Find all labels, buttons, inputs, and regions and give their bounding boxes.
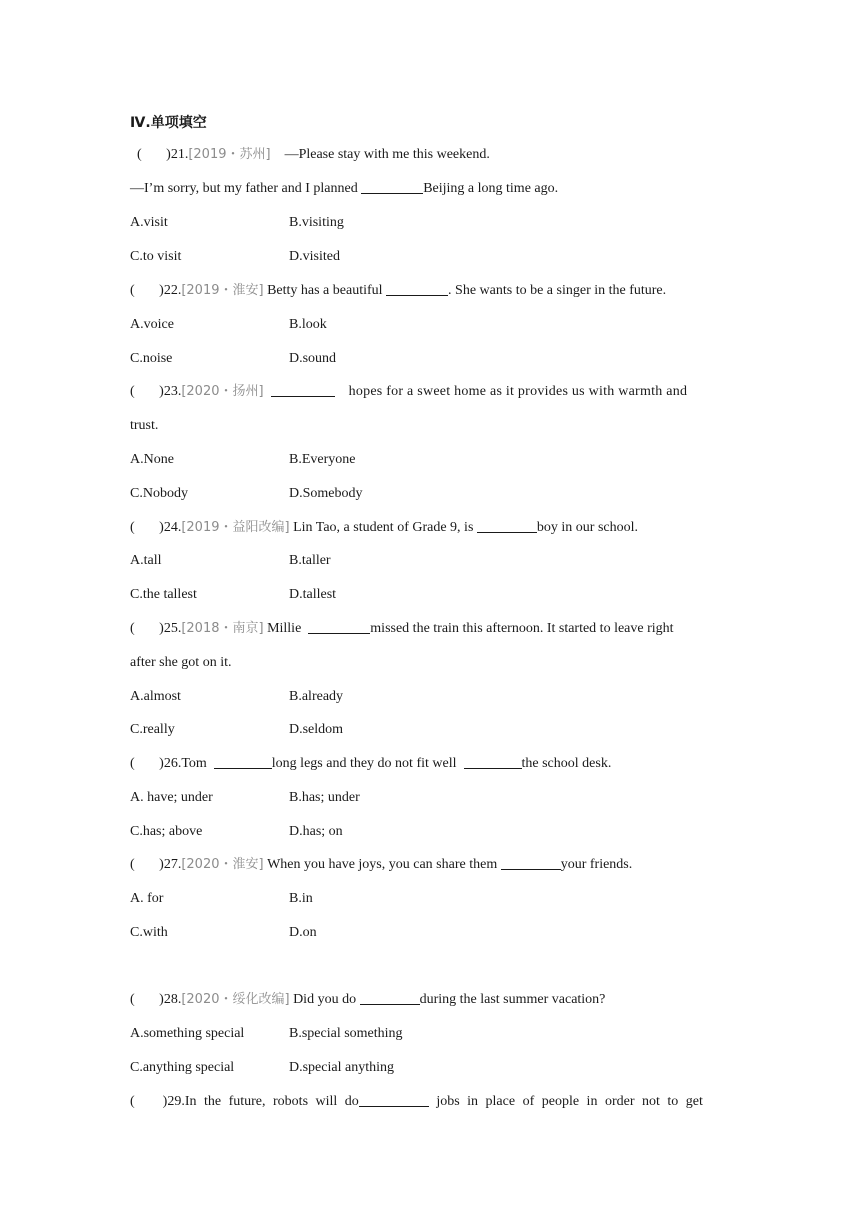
question-number: 24 xyxy=(163,520,178,535)
option-c: C.anything special xyxy=(130,1060,235,1075)
answer-bracket: ( ) xyxy=(130,283,164,298)
option-b: B.special something xyxy=(289,1026,403,1041)
answer-bracket: ( ) xyxy=(130,857,164,872)
option-b: B.in xyxy=(289,891,313,906)
section-title: Ⅳ.单项填空 xyxy=(130,115,207,131)
answer-bracket: ( ) xyxy=(130,621,164,636)
answer-bracket: ( ) xyxy=(130,992,164,1007)
question-25-line-2: after she got on it. xyxy=(130,655,232,670)
option-d: D.sound xyxy=(289,351,337,366)
source-tag: [2020・绥化改编] xyxy=(181,992,290,1007)
option-c: C.with xyxy=(130,925,168,940)
answer-bracket: ( ) xyxy=(130,147,171,162)
option-a: A. have; under xyxy=(130,790,213,805)
question-number: 22 xyxy=(163,283,178,298)
question-24: ( )24.[2019・益阳改编] Lin Tao, a student of Grade 9, is boy in our school. xyxy=(130,520,639,535)
answer-blank xyxy=(361,179,423,194)
question-number: 29 xyxy=(167,1094,182,1109)
question-28: ( )28.[2020・绥化改编] Did you do during the last summer vacation? xyxy=(130,992,606,1007)
source-tag: [2018・南京] xyxy=(181,621,264,636)
option-c: C.really xyxy=(130,722,175,737)
option-c: C.noise xyxy=(130,351,173,366)
question-number: 25 xyxy=(163,621,178,636)
question-25: ( )25.[2018・南京] Millie missed the train this afternoon. It started to leave right xyxy=(130,621,674,636)
option-b: B.already xyxy=(289,689,344,704)
answer-blank xyxy=(214,754,272,769)
question-27: ( )27.[2020・淮安] When you have joys, you can share them your friends. xyxy=(130,857,633,872)
question-26: ( )26.Tom long legs and they do not fit well the school desk. xyxy=(130,756,612,771)
option-c: C.the tallest xyxy=(130,587,197,602)
option-a: A.None xyxy=(130,452,174,467)
option-a: A.almost xyxy=(130,689,181,704)
question-stem: —Please stay with me this weekend. xyxy=(284,147,490,162)
question-21: ( )21.[2019・苏州] —Please stay with me this weekend. xyxy=(130,147,490,162)
question-29: ( )29.In the future, robots will do jobs in place of people in order not to get xyxy=(130,1094,703,1109)
answer-bracket: ( ) xyxy=(130,756,164,771)
option-d: D.tallest xyxy=(289,587,337,602)
source-tag: [2019・苏州] xyxy=(188,147,271,162)
option-d: D.special anything xyxy=(289,1060,394,1075)
option-a: A.voice xyxy=(130,317,174,332)
option-b: B.has; under xyxy=(289,790,360,805)
source-tag: [2019・益阳改编] xyxy=(181,520,290,535)
option-c: C.has; above xyxy=(130,824,203,839)
source-tag: [2020・扬州] xyxy=(181,384,264,399)
answer-blank xyxy=(360,990,420,1005)
option-b: B.Everyone xyxy=(289,452,356,467)
source-tag: [2020・淮安] xyxy=(181,857,264,872)
question-number: 28 xyxy=(163,992,178,1007)
source-tag: [2019・淮安] xyxy=(181,283,264,298)
option-d: D.visited xyxy=(289,249,340,264)
answer-bracket: ( ) xyxy=(130,384,164,399)
option-d: D.Somebody xyxy=(289,486,363,501)
option-b: B.visiting xyxy=(289,215,344,230)
question-number: 27 xyxy=(163,857,178,872)
answer-bracket: ( ) xyxy=(130,520,164,535)
option-a: A.visit xyxy=(130,215,168,230)
option-a: A.tall xyxy=(130,553,162,568)
answer-bracket: ( ) xyxy=(130,1094,168,1109)
option-c: C.Nobody xyxy=(130,486,188,501)
question-21-line-2: —I’m sorry, but my father and I planned Beijing a long time ago. xyxy=(130,181,559,196)
answer-blank xyxy=(477,518,537,533)
option-d: D.seldom xyxy=(289,722,344,737)
question-number: 21 xyxy=(170,147,185,162)
question-23-line-2: trust. xyxy=(130,418,159,433)
answer-blank xyxy=(271,382,335,397)
answer-blank xyxy=(464,754,522,769)
question-22: ( )22.[2019・淮安] Betty has a beautiful . She wants to be a singer in the future. xyxy=(130,283,667,298)
option-a: A.something special xyxy=(130,1026,245,1041)
option-a: A. for xyxy=(130,891,164,906)
answer-blank xyxy=(359,1092,429,1107)
option-d: D.on xyxy=(289,925,317,940)
option-b: B.taller xyxy=(289,553,331,568)
option-d: D.has; on xyxy=(289,824,343,839)
question-number: 23 xyxy=(163,384,178,399)
question-number: 26 xyxy=(163,756,178,771)
answer-blank xyxy=(501,855,561,870)
option-c: C.to visit xyxy=(130,249,182,264)
answer-blank xyxy=(308,619,370,634)
question-23: ( )23.[2020・扬州] hopes for a sweet home as it provides us with warmth and xyxy=(130,384,688,399)
option-b: B.look xyxy=(289,317,327,332)
answer-blank xyxy=(386,281,448,296)
